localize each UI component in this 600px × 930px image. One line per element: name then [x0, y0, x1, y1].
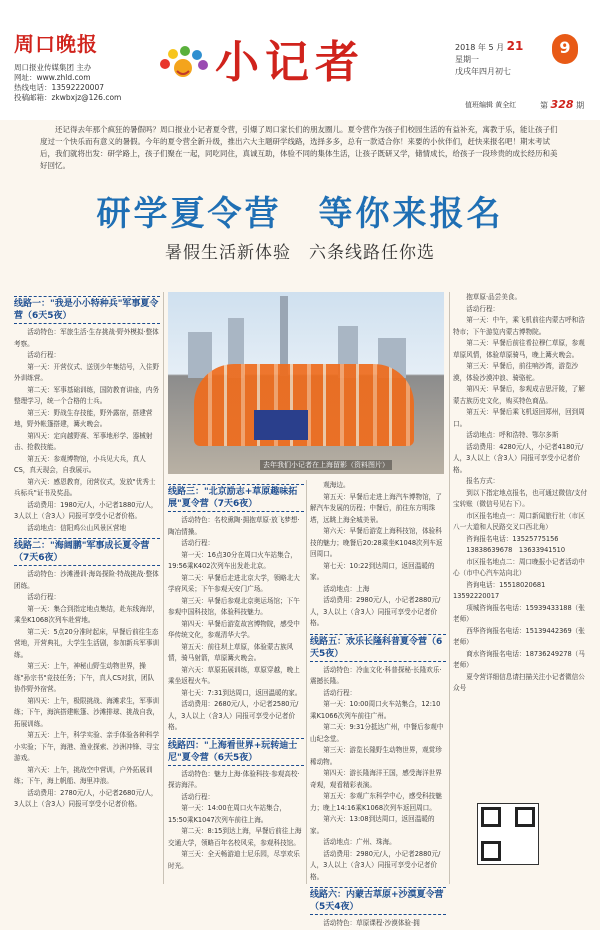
- group-banner: [254, 410, 308, 440]
- column-1: [14, 292, 160, 884]
- route-title: 线路四："上海看世界+玩转迪士尼"夏令营（6天5夜）: [168, 738, 304, 766]
- paragraph: 活动行程：: [27, 593, 61, 601]
- route-title: 线路六：内蒙古草原+沙漠夏令营（5天4夜）: [310, 887, 446, 915]
- paragraph: 夏令营详细信息请扫描关注小记者微信公众号: [453, 672, 585, 692]
- paper-info: [14, 63, 121, 103]
- paragraph: 第三天：全天畅游迪士尼乐园，尽享欢乐时光。: [168, 850, 300, 870]
- intro-paragraph: 还记得去年那个疯狂的暑假吗？周口报业小记者夏令营，引爆了周口家长们的朋友圈儿。夏令营作为孩子们校园生活的有益补充，寓教于乐，能让孩子们度过一个快乐而有意义的暑假。今年的夏令营全新升级，推出六大主题研学线路，选择多多，总有一款适合你！来要的小伙伴们，赶快来报名吧！期末考试后，我们就将出发：研学路上，孩子们聚在一起，同吃同住，真诚互助，体验不同的集体生活，让孩子既研又学，储情成长，给孩子一段珍贵的成长经历和美好回忆。: [40, 125, 558, 170]
- paragraph: 活动费用：2980元/人，小记者2880元/人，3人以上（含3人）同报可享受小记者价格。: [310, 596, 441, 627]
- paragraph: 第四天：早餐后游览故宫博物院，感受中华传统文化，参观清华大学。: [168, 619, 300, 639]
- paragraph: 第二天：5点20分准时起床，早餐后前往生态营地，开营典礼，大学生生活剧，参加新兵军事训练。: [14, 627, 160, 659]
- paragraph: 第五天：前往坝上草原，体验蒙古族风情，骑马射箭，草原篝火晚会。: [168, 642, 294, 662]
- page-number-badge: 9: [552, 34, 578, 64]
- paragraph: 咨询报名电话：13525775156: [466, 534, 559, 543]
- paragraph: 第三天：早餐后，前往响沙湾，游览沙漠，体验沙漠冲浪、骑骆驼。: [453, 362, 579, 382]
- paragraph: 活动地点：呼和浩特、鄂尔多斯: [466, 431, 559, 439]
- masthead: [0, 0, 600, 120]
- paragraph: 活动行程：: [181, 539, 215, 547]
- sun-logo-icon: [153, 46, 213, 86]
- paragraph: 第四天：早餐后，参观成吉思汗陵，了解蒙古族历史文化，购买特色商品。: [453, 385, 585, 405]
- paragraph: 第五天：早餐后走进上海汽车博物馆，了解汽车发展的历程；中餐后，前往东方明珠塔，远眺上海全城美景。: [310, 492, 442, 524]
- subheadline: 暑假生活新体验 六条线路任你选: [165, 243, 435, 263]
- paragraph: 第七天：10:22到达周口，返回温暖的家。: [310, 561, 435, 581]
- info-line: 网址：www.zhld.com: [14, 73, 91, 82]
- paragraph: 第四天：上午，极限挑战、海滩求生，军事训练；下午，海滨搭建帐篷、沙滩排球、挑战自我，拓展训练。: [14, 696, 160, 728]
- paragraph: 13838639678 13633941510: [466, 546, 566, 554]
- date: 2018 年 5 月: [455, 43, 505, 52]
- date-box: [455, 40, 523, 78]
- info-line: 投稿邮箱：zkwbxjz@126.com: [14, 93, 122, 102]
- editor-credit: 值班编辑 黄全红: [465, 101, 517, 109]
- paragraph: 活动费用：2780元/人，小记者2680元/人，3人以上（含3人）同报可享受小记者价格。: [14, 788, 158, 808]
- qr-code-icon: [477, 803, 539, 865]
- paragraph: 第六天：感恩教育，闭营仪式，发放"优秀士兵标兵"证书及奖品。: [14, 477, 156, 497]
- issue-number: 第 328 期: [540, 98, 585, 111]
- paragraph: 第六天：上午，挑战空中营训，户外拓展训练；下午，海上帆船、海里冲浪。: [14, 765, 153, 785]
- paragraph: 第二天：8:15到达上海，早餐后前往上海交通大学，领略百年名校风采，参观科技馆。: [168, 827, 302, 847]
- paragraph: 活动费用：1980元/人，小记者1880元/人，3人以上（含3人）同报可享受小记者价格。: [14, 500, 158, 520]
- paragraph: 第一天：开营仪式、送别少年集结号，入住野外训练营。: [14, 362, 160, 382]
- paragraph: 到以下指定地点报名，也可通过微信/支付宝转账（微信号见右下）。: [453, 488, 588, 508]
- column-divider: [163, 292, 164, 884]
- paragraph: 第四天：游长隆海洋王国，感受海洋世界奇观，观看精彩表演。: [310, 769, 442, 789]
- issue-bar: [0, 100, 600, 116]
- paragraph: 活动费用：2680元/人，小记者2580元/人，3人以上（含3人）同报可享受小记者价格。: [168, 700, 299, 731]
- paragraph: 第六天：13:08到达周口，返回温暖的家。: [310, 815, 435, 835]
- paragraph: 活动特色：魅力上海·体验科技·参观高校·探访海洋。: [168, 769, 300, 789]
- paragraph: 活动地点：信阳鸡公山风景区营地: [27, 523, 127, 532]
- paper-logo: 周口晚报: [14, 32, 98, 56]
- column-2: [168, 480, 304, 884]
- paragraph: 第四天：定向越野赛、军事地形学、器械射击、抢救技能。: [14, 431, 153, 451]
- column-4: [453, 292, 589, 800]
- paragraph: 活动行程：: [181, 792, 215, 801]
- paragraph: 活动特色：名校熏陶·拥抱草原·放飞梦想·陶冶情操。: [168, 516, 300, 536]
- column-divider: [449, 292, 450, 884]
- paragraph: 活动行程：: [466, 304, 500, 313]
- paragraph: 市区报名地点二：周口晚报小记者活动中心（市中心汽车站向北）: [453, 557, 585, 577]
- paragraph: 活动特色：冷血文化·科普探秘·长隆欢乐·震撼长隆。: [310, 665, 442, 685]
- paragraph: 第一天：10:00周口火车站集合，12:10乘K1066次列车前往广州。: [310, 700, 441, 720]
- column-3: [310, 480, 446, 927]
- paragraph: 第五天：上午，科学实验、亲手体验各种科学小实验；下午，海港、渔业探索、沙洲冲锋、寻宝游戏。: [14, 731, 160, 762]
- paragraph: 活动特色：沙滩漫训·海岛探险·特战挑战·整体团练。: [14, 570, 159, 590]
- paragraph: 第二天：军事基础训练，国防教育讲座，内务整理学习，统一个合格的士兵。: [14, 385, 160, 405]
- paragraph: 第三天：野战生存技能，野外露宿，搭建营地，野外帐篷搭建，篝火晚会。: [14, 408, 153, 428]
- paragraph: 活动特色：军旅生活·生存挑战·野外模拟·整体考察。: [14, 328, 159, 348]
- paragraph: 第一天：14:00在周口火车站集合，15:50乘K1047次列车前往上海。: [168, 804, 286, 824]
- paragraph: 活动特色：草原课程·沙漠体验·拥: [323, 919, 420, 927]
- paragraph: 第二天：早餐后前往希拉穆仁草原，参观草原风情，体验草原骑马，晚上篝火晚会。: [453, 339, 585, 359]
- paragraph: 活动费用：2980元/人，小记者2880元/人，3人以上（含3人）同报可享受小记者价格。: [310, 849, 441, 881]
- paragraph: 抱草原·品尝美食。: [466, 293, 522, 301]
- paragraph: 第五天：早餐后乘飞机返回郑州，回到周口。: [453, 408, 585, 428]
- paragraph: 第五天：参观广东科学中心，感受科技魅力；晚上14:16乘K1068次列车返回周口。: [310, 792, 442, 812]
- paragraph: 第一天：16点30分在周口火车站集合，19:56乘K402次列车出发赴北京。: [168, 550, 297, 570]
- paragraph: 活动行程：: [27, 351, 61, 359]
- paragraph: 第三天：游览长隆野生动物世界，观赏珍稀动物。: [310, 746, 442, 766]
- info-line: 热线电话：13592220007: [14, 83, 104, 92]
- building-shape: [188, 332, 212, 378]
- group-photo: [168, 292, 444, 474]
- headline: 研学夏令营 等你来报名: [96, 194, 504, 234]
- paragraph: 市区报名地点一：周口新闻旅行社（市区八一大道和人民路交叉口西北角）: [453, 511, 585, 531]
- paragraph: 第三天：上午，神秘山野生动物世界，操练"孙宗书"竞技任务；下午，真人CS对抗，团队协作野外宿营。: [14, 662, 155, 693]
- paragraph: 第三天：早餐后参观北京奥运场馆；下午参观中国科技馆，体验科技魅力。: [168, 596, 300, 616]
- paragraph: 第五天：参观博物馆，小兵见大兵，真人CS，真天现会，自我展示。: [14, 454, 146, 474]
- paragraph: 观海边。: [323, 481, 350, 489]
- paragraph: 咨询电话：15518020681 13592220017: [453, 580, 552, 600]
- info-line: 周口报业传媒集团 主办: [14, 63, 92, 72]
- weekday: 星期一: [455, 55, 479, 64]
- route-title: 线路三："北京励志+草原趣味拓展"夏令营（7天6夜）: [168, 484, 304, 512]
- paragraph: 第六天：早餐后游览上海科技馆，体验科技的魅力；晚餐后20:28乘坐K1048次列车返回周口。: [310, 527, 443, 558]
- paragraph: 项城咨询报名电话：15939433188（张老师）: [453, 603, 585, 623]
- paragraph: 第七天：7:31到达周口，返回温暖的家。: [181, 688, 302, 697]
- paragraph: 商水咨询报名电话：18736249278（马老师）: [453, 649, 585, 669]
- section-title: 小记者: [215, 37, 365, 88]
- paragraph: 活动费用：4280元/人，小记者4180元/人，3人以上（含3人）同报可享受小记者价格。: [453, 442, 584, 474]
- route-title: 线路二："海阔鹏"军事成长夏令营（7天6夜）: [14, 538, 160, 566]
- day: 21: [506, 39, 524, 53]
- paragraph: 第二天：9:31分抵达广州，中餐后参观中山纪念堂。: [310, 723, 444, 743]
- paragraph: 活动行程：: [323, 688, 357, 697]
- paragraph: 西华咨询报名电话：15139442369（张老师）: [453, 626, 585, 646]
- lunar-date: 戊戌年四月初七: [455, 67, 511, 76]
- route-title: 线路一："我是小小特种兵"军事夏令营（6天5夜）: [14, 296, 160, 324]
- paragraph: 第一天：中午，乘飞机前往内蒙古呼和浩特市；下午游览内蒙古博物院。: [453, 316, 585, 336]
- paragraph: 第一天：集合到指定地点集结，赴东线海岸，乘坐K1068次列车赴营地。: [14, 604, 160, 624]
- paragraph: 活动地点：广州、珠海。: [323, 838, 396, 846]
- route-title: 线路五：欢乐长隆科普夏令营（6天5夜）: [310, 634, 446, 662]
- paragraph: 报名方式：: [466, 477, 500, 485]
- paragraph: 第六天：草原拓展训练，草原穿越，晚上乘坐返程火车。: [168, 665, 300, 685]
- paragraph: 第二天：早餐后走进北京大学，领略北大学府风采；下午参观天安门广场。: [168, 573, 300, 593]
- paragraph: 活动地点：上海: [323, 584, 370, 593]
- photo-caption: 去年我们小记者在上海留影（资料图片）: [260, 460, 392, 470]
- column-divider: [306, 480, 307, 884]
